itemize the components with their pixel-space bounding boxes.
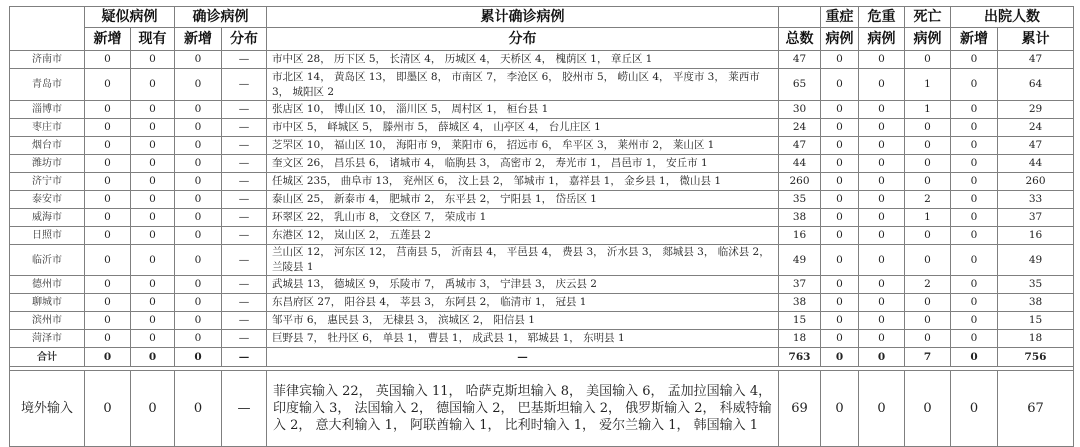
cumulative-distribution: 菲律宾输入 22， 英国输入 11， 哈萨克斯坦输入 8， 美国输入 6， 孟加拉国输入 4， 印度输入 3， 法国输入 2， 德国输入 2， 巴基斯坦输入 2， 俄罗斯输入 2， 科威特输入 2， 意大利输入 1， 阿联酋输入 1， 比利时输入 1， 爱尔兰输入 1， 韩国输入 1 bbox=[267, 371, 779, 447]
confirmed-distribution: — bbox=[222, 101, 267, 119]
suspected-new: 0 bbox=[85, 227, 131, 245]
header-cumulative: 累计确诊病例 bbox=[267, 7, 779, 28]
suspected-new: 0 bbox=[85, 312, 131, 330]
suspected-new: 0 bbox=[85, 155, 131, 173]
suspected-current: 0 bbox=[131, 209, 175, 227]
confirmed-new: 0 bbox=[175, 69, 222, 101]
confirmed-new: 0 bbox=[175, 191, 222, 209]
city-name: 济南市 bbox=[10, 51, 85, 69]
confirmed-distribution: — bbox=[222, 137, 267, 155]
confirmed-new: 0 bbox=[175, 294, 222, 312]
header-critical: 危重 bbox=[859, 7, 905, 28]
suspected-new: 0 bbox=[85, 294, 131, 312]
discharged-new: 0 bbox=[951, 245, 998, 276]
city-name: 威海市 bbox=[10, 209, 85, 227]
discharged-new: 0 bbox=[951, 209, 998, 227]
critical-cases: 0 bbox=[859, 371, 905, 447]
confirmed-distribution: — bbox=[222, 155, 267, 173]
city-name: 青岛市 bbox=[10, 69, 85, 101]
severe-cases: 0 bbox=[821, 330, 859, 348]
suspected-current: 0 bbox=[131, 227, 175, 245]
death-cases: 0 bbox=[905, 155, 951, 173]
discharged-new: 0 bbox=[951, 276, 998, 294]
confirmed-new: 0 bbox=[175, 348, 222, 367]
cumulative-total: 24 bbox=[779, 119, 821, 137]
severe-cases: 0 bbox=[821, 51, 859, 69]
discharged-total: 47 bbox=[998, 137, 1074, 155]
discharged-total: 64 bbox=[998, 69, 1074, 101]
discharged-new: 0 bbox=[951, 119, 998, 137]
discharged-total: 29 bbox=[998, 101, 1074, 119]
cumulative-total: 47 bbox=[779, 51, 821, 69]
confirmed-distribution: — bbox=[222, 119, 267, 137]
death-cases: 1 bbox=[905, 69, 951, 101]
death-cases: 0 bbox=[905, 137, 951, 155]
confirmed-distribution: — bbox=[222, 294, 267, 312]
critical-cases: 0 bbox=[859, 191, 905, 209]
header-confirmed-distribution: 分布 bbox=[222, 28, 267, 51]
table-row bbox=[10, 209, 1074, 227]
header-discharged-new: 新增 bbox=[951, 28, 998, 51]
discharged-new: 0 bbox=[951, 51, 998, 69]
city-name: 泰安市 bbox=[10, 191, 85, 209]
suspected-current: 0 bbox=[131, 119, 175, 137]
severe-cases: 0 bbox=[821, 137, 859, 155]
death-cases: 0 bbox=[905, 173, 951, 191]
city-name: 济宁市 bbox=[10, 173, 85, 191]
cumulative-total: 49 bbox=[779, 245, 821, 276]
critical-cases: 0 bbox=[859, 330, 905, 348]
header-death: 死亡 bbox=[905, 7, 951, 28]
table-row bbox=[10, 101, 1074, 119]
cumulative-distribution: — bbox=[267, 348, 779, 367]
suspected-current: 0 bbox=[131, 245, 175, 276]
severe-cases: 0 bbox=[821, 191, 859, 209]
critical-cases: 0 bbox=[859, 101, 905, 119]
table-row bbox=[10, 69, 1074, 101]
severe-cases: 0 bbox=[821, 173, 859, 191]
suspected-current: 0 bbox=[131, 276, 175, 294]
suspected-current: 0 bbox=[131, 173, 175, 191]
severe-cases: 0 bbox=[821, 276, 859, 294]
cumulative-distribution: 市中区 28， 历下区 5， 长清区 4， 历城区 4， 天桥区 4， 槐荫区 1， 章丘区 1 bbox=[267, 51, 779, 69]
severe-cases: 0 bbox=[821, 348, 859, 367]
header-confirmed: 确诊病例 bbox=[175, 7, 267, 28]
death-cases: 0 bbox=[905, 227, 951, 245]
death-cases: 0 bbox=[905, 294, 951, 312]
cumulative-distribution: 东港区 12， 岚山区 2， 五莲县 2 bbox=[267, 227, 779, 245]
suspected-current: 0 bbox=[131, 155, 175, 173]
death-cases: 0 bbox=[905, 119, 951, 137]
critical-cases: 0 bbox=[859, 294, 905, 312]
header-suspected-current: 现有 bbox=[131, 28, 175, 51]
cumulative-total: 763 bbox=[779, 348, 821, 367]
cumulative-distribution: 东昌府区 27， 阳谷县 4， 莘县 3， 东阿县 2， 临清市 1， 冠县 1 bbox=[267, 294, 779, 312]
suspected-new: 0 bbox=[85, 276, 131, 294]
suspected-current: 0 bbox=[131, 137, 175, 155]
cumulative-distribution: 巨野县 7， 牡丹区 6， 单县 1， 曹县 1， 成武县 1， 郓城县 1， 东明县 1 bbox=[267, 330, 779, 348]
suspected-current: 0 bbox=[131, 348, 175, 367]
city-name: 潍坊市 bbox=[10, 155, 85, 173]
critical-cases: 0 bbox=[859, 227, 905, 245]
discharged-total: 33 bbox=[998, 191, 1074, 209]
severe-cases: 0 bbox=[821, 155, 859, 173]
suspected-new: 0 bbox=[85, 69, 131, 101]
header-suspected: 疑似病例 bbox=[85, 7, 175, 28]
death-cases: 0 bbox=[905, 51, 951, 69]
header-severe: 重症 bbox=[821, 7, 859, 28]
discharged-new: 0 bbox=[951, 191, 998, 209]
confirmed-distribution: — bbox=[222, 330, 267, 348]
cumulative-distribution: 邹平市 6， 惠民县 3， 无棣县 3， 滨城区 2， 阳信县 1 bbox=[267, 312, 779, 330]
discharged-new: 0 bbox=[951, 101, 998, 119]
confirmed-distribution: — bbox=[222, 191, 267, 209]
death-cases: 7 bbox=[905, 348, 951, 367]
table-row bbox=[10, 294, 1074, 312]
discharged-total: 24 bbox=[998, 119, 1074, 137]
death-cases: 0 bbox=[905, 330, 951, 348]
critical-cases: 0 bbox=[859, 276, 905, 294]
suspected-new: 0 bbox=[85, 348, 131, 367]
cumulative-total: 16 bbox=[779, 227, 821, 245]
discharged-total: 18 bbox=[998, 330, 1074, 348]
death-cases: 1 bbox=[905, 101, 951, 119]
cumulative-distribution: 任城区 235， 曲阜市 13， 兖州区 6， 汶上县 2， 邹城市 1， 嘉祥县 1， 金乡县 1， 微山县 1 bbox=[267, 173, 779, 191]
confirmed-new: 0 bbox=[175, 173, 222, 191]
cumulative-total: 260 bbox=[779, 173, 821, 191]
confirmed-distribution: — bbox=[222, 371, 267, 447]
table-row bbox=[10, 348, 1074, 367]
discharged-total: 47 bbox=[998, 51, 1074, 69]
critical-cases: 0 bbox=[859, 119, 905, 137]
table-row bbox=[10, 312, 1074, 330]
confirmed-new: 0 bbox=[175, 51, 222, 69]
header-critical-cases: 病例 bbox=[859, 28, 905, 51]
discharged-new: 0 bbox=[951, 294, 998, 312]
suspected-new: 0 bbox=[85, 209, 131, 227]
city-name: 枣庄市 bbox=[10, 119, 85, 137]
city-name: 德州市 bbox=[10, 276, 85, 294]
cumulative-distribution: 奎文区 26， 昌乐县 6， 诸城市 4， 临朐县 3， 高密市 2， 寿光市 1， 昌邑市 1， 安丘市 1 bbox=[267, 155, 779, 173]
severe-cases: 0 bbox=[821, 371, 859, 447]
header-total: 总数 bbox=[779, 28, 821, 51]
discharged-new: 0 bbox=[951, 227, 998, 245]
table-row bbox=[10, 119, 1074, 137]
confirmed-distribution: — bbox=[222, 227, 267, 245]
discharged-new: 0 bbox=[951, 348, 998, 367]
discharged-new: 0 bbox=[951, 330, 998, 348]
discharged-total: 38 bbox=[998, 294, 1074, 312]
cumulative-total: 47 bbox=[779, 137, 821, 155]
header-severe-cases: 病例 bbox=[821, 28, 859, 51]
header-confirmed-new: 新增 bbox=[175, 28, 222, 51]
header-discharged-cumulative: 累计 bbox=[998, 28, 1074, 51]
cumulative-distribution: 张店区 10， 博山区 10， 淄川区 5， 周村区 1， 桓台县 1 bbox=[267, 101, 779, 119]
confirmed-distribution: — bbox=[222, 276, 267, 294]
header-blank bbox=[10, 7, 85, 51]
cumulative-distribution: 市中区 5， 峄城区 5， 滕州市 5， 薛城区 4， 山亭区 4， 台儿庄区 1 bbox=[267, 119, 779, 137]
table-row bbox=[10, 173, 1074, 191]
covid-statistics-table bbox=[9, 6, 1074, 447]
discharged-total: 67 bbox=[998, 371, 1074, 447]
suspected-new: 0 bbox=[85, 245, 131, 276]
cumulative-total: 37 bbox=[779, 276, 821, 294]
discharged-new: 0 bbox=[951, 69, 998, 101]
severe-cases: 0 bbox=[821, 312, 859, 330]
suspected-current: 0 bbox=[131, 51, 175, 69]
cumulative-total: 38 bbox=[779, 209, 821, 227]
cumulative-total: 44 bbox=[779, 155, 821, 173]
cumulative-total: 69 bbox=[779, 371, 821, 447]
city-name: 滨州市 bbox=[10, 312, 85, 330]
critical-cases: 0 bbox=[859, 51, 905, 69]
discharged-total: 16 bbox=[998, 227, 1074, 245]
city-name: 淄博市 bbox=[10, 101, 85, 119]
discharged-new: 0 bbox=[951, 173, 998, 191]
critical-cases: 0 bbox=[859, 173, 905, 191]
header-death-cases: 病例 bbox=[905, 28, 951, 51]
severe-cases: 0 bbox=[821, 101, 859, 119]
header-cumulative-distribution: 分布 bbox=[267, 28, 779, 51]
table-row bbox=[10, 276, 1074, 294]
confirmed-distribution: — bbox=[222, 348, 267, 367]
table-header bbox=[10, 7, 1074, 51]
severe-cases: 0 bbox=[821, 294, 859, 312]
suspected-current: 0 bbox=[131, 294, 175, 312]
confirmed-new: 0 bbox=[175, 276, 222, 294]
table-row bbox=[10, 137, 1074, 155]
cumulative-total: 35 bbox=[779, 191, 821, 209]
header-suspected-new: 新增 bbox=[85, 28, 131, 51]
confirmed-distribution: — bbox=[222, 245, 267, 276]
severe-cases: 0 bbox=[821, 69, 859, 101]
discharged-new: 0 bbox=[951, 371, 998, 447]
cumulative-distribution: 武城县 13， 德城区 9， 乐陵市 7， 禹城市 3， 宁津县 3， 庆云县 2 bbox=[267, 276, 779, 294]
suspected-new: 0 bbox=[85, 191, 131, 209]
discharged-total: 260 bbox=[998, 173, 1074, 191]
cumulative-distribution: 兰山区 12， 河东区 12， 莒南县 5， 沂南县 4， 平邑县 4， 费县 3， 沂水县 3， 郯城县 3， 临沭县 2， 兰陵县 1 bbox=[267, 245, 779, 276]
table-row bbox=[10, 227, 1074, 245]
confirmed-new: 0 bbox=[175, 101, 222, 119]
suspected-new: 0 bbox=[85, 371, 131, 447]
death-cases: 1 bbox=[905, 209, 951, 227]
death-cases: 0 bbox=[905, 245, 951, 276]
death-cases: 0 bbox=[905, 371, 951, 447]
critical-cases: 0 bbox=[859, 155, 905, 173]
confirmed-new: 0 bbox=[175, 312, 222, 330]
table-body bbox=[10, 51, 1074, 447]
discharged-new: 0 bbox=[951, 155, 998, 173]
confirmed-new: 0 bbox=[175, 371, 222, 447]
critical-cases: 0 bbox=[859, 245, 905, 276]
city-name: 烟台市 bbox=[10, 137, 85, 155]
severe-cases: 0 bbox=[821, 245, 859, 276]
suspected-new: 0 bbox=[85, 330, 131, 348]
suspected-current: 0 bbox=[131, 312, 175, 330]
cumulative-total: 18 bbox=[779, 330, 821, 348]
cumulative-total: 38 bbox=[779, 294, 821, 312]
confirmed-distribution: — bbox=[222, 209, 267, 227]
discharged-new: 0 bbox=[951, 312, 998, 330]
confirmed-new: 0 bbox=[175, 155, 222, 173]
critical-cases: 0 bbox=[859, 312, 905, 330]
header-discharged: 出院人数 bbox=[951, 7, 1074, 28]
confirmed-distribution: — bbox=[222, 312, 267, 330]
suspected-current: 0 bbox=[131, 101, 175, 119]
table-row bbox=[10, 245, 1074, 276]
suspected-current: 0 bbox=[131, 191, 175, 209]
discharged-total: 49 bbox=[998, 245, 1074, 276]
cumulative-total: 15 bbox=[779, 312, 821, 330]
cumulative-distribution: 市北区 14， 黄岛区 13， 即墨区 8， 市南区 7， 李沧区 6， 胶州市 5， 崂山区 4， 平度市 3， 莱西市 3， 城阳区 2 bbox=[267, 69, 779, 101]
city-name: 聊城市 bbox=[10, 294, 85, 312]
table-row bbox=[10, 51, 1074, 69]
severe-cases: 0 bbox=[821, 227, 859, 245]
suspected-current: 0 bbox=[131, 330, 175, 348]
cumulative-distribution: 泰山区 25， 新泰市 4， 肥城市 2， 东平县 2， 宁阳县 1， 岱岳区 1 bbox=[267, 191, 779, 209]
critical-cases: 0 bbox=[859, 209, 905, 227]
confirmed-new: 0 bbox=[175, 330, 222, 348]
discharged-total: 15 bbox=[998, 312, 1074, 330]
suspected-current: 0 bbox=[131, 371, 175, 447]
city-name: 合计 bbox=[10, 348, 85, 367]
table-row bbox=[10, 155, 1074, 173]
table-row bbox=[10, 330, 1074, 348]
critical-cases: 0 bbox=[859, 69, 905, 101]
confirmed-new: 0 bbox=[175, 137, 222, 155]
discharged-total: 756 bbox=[998, 348, 1074, 367]
severe-cases: 0 bbox=[821, 209, 859, 227]
critical-cases: 0 bbox=[859, 348, 905, 367]
suspected-new: 0 bbox=[85, 173, 131, 191]
table-row bbox=[10, 191, 1074, 209]
death-cases: 2 bbox=[905, 276, 951, 294]
table-row bbox=[10, 371, 1074, 447]
confirmed-new: 0 bbox=[175, 119, 222, 137]
death-cases: 2 bbox=[905, 191, 951, 209]
discharged-new: 0 bbox=[951, 137, 998, 155]
death-cases: 0 bbox=[905, 312, 951, 330]
confirmed-new: 0 bbox=[175, 209, 222, 227]
discharged-total: 44 bbox=[998, 155, 1074, 173]
severe-cases: 0 bbox=[821, 119, 859, 137]
city-name: 菏泽市 bbox=[10, 330, 85, 348]
confirmed-new: 0 bbox=[175, 245, 222, 276]
header-cumulative-empty bbox=[779, 7, 821, 28]
confirmed-distribution: — bbox=[222, 173, 267, 191]
critical-cases: 0 bbox=[859, 137, 905, 155]
cumulative-total: 30 bbox=[779, 101, 821, 119]
cumulative-total: 65 bbox=[779, 69, 821, 101]
covid-statistics-table-container bbox=[9, 6, 1073, 447]
city-name: 日照市 bbox=[10, 227, 85, 245]
suspected-current: 0 bbox=[131, 69, 175, 101]
city-name: 临沂市 bbox=[10, 245, 85, 276]
cumulative-distribution: 环翠区 22， 乳山市 8， 文登区 7， 荣成市 1 bbox=[267, 209, 779, 227]
confirmed-distribution: — bbox=[222, 69, 267, 101]
suspected-new: 0 bbox=[85, 101, 131, 119]
discharged-total: 37 bbox=[998, 209, 1074, 227]
suspected-new: 0 bbox=[85, 51, 131, 69]
cumulative-distribution: 芝罘区 10， 福山区 10， 海阳市 9， 莱阳市 6， 招远市 6， 牟平区 3， 莱州市 2， 莱山区 1 bbox=[267, 137, 779, 155]
discharged-total: 35 bbox=[998, 276, 1074, 294]
suspected-new: 0 bbox=[85, 137, 131, 155]
confirmed-new: 0 bbox=[175, 227, 222, 245]
confirmed-distribution: — bbox=[222, 51, 267, 69]
city-name: 境外输入 bbox=[10, 371, 85, 447]
suspected-new: 0 bbox=[85, 119, 131, 137]
